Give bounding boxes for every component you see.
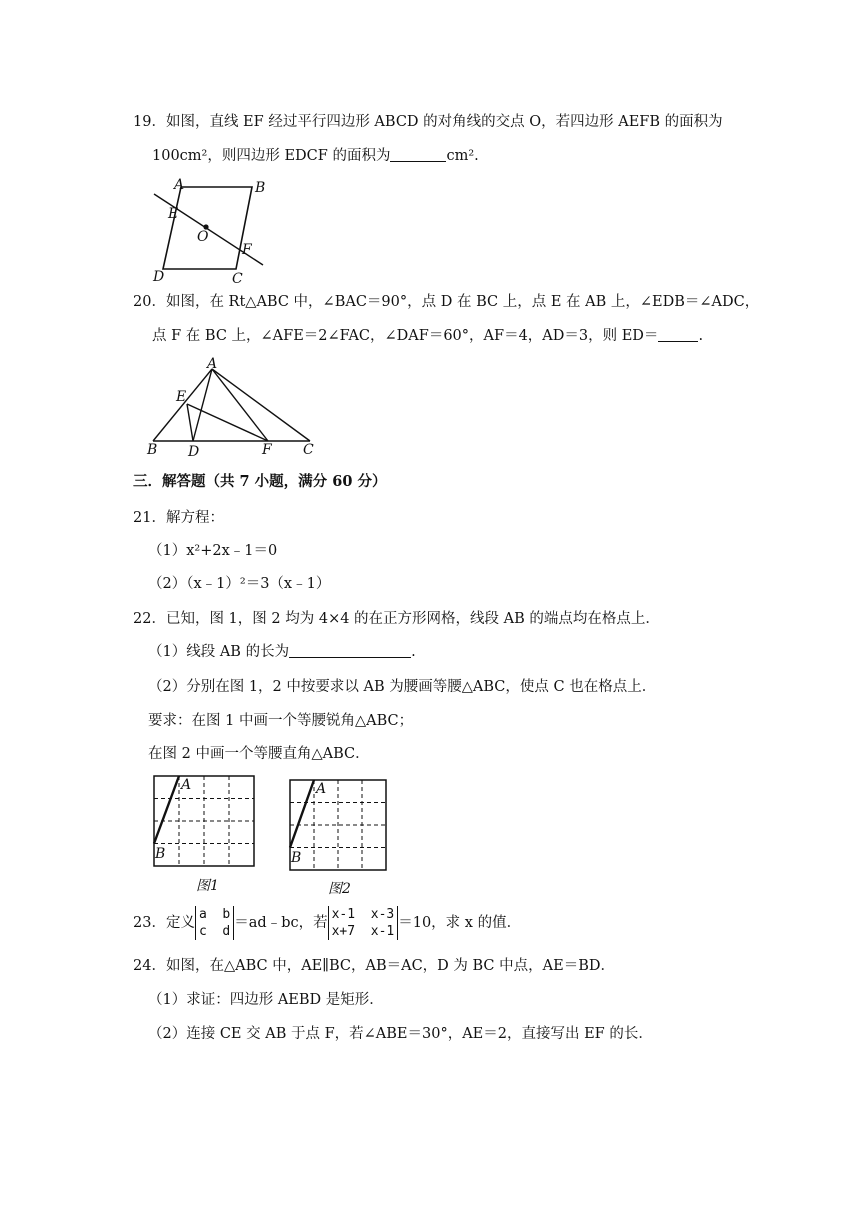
label-a: A bbox=[316, 781, 327, 797]
q20-text-line2 bbox=[152, 326, 703, 346]
label-c: C bbox=[232, 271, 243, 285]
segment-ed bbox=[187, 404, 193, 441]
q22-line1-text: 已知，图 1，图 2 均为 4×4 的在正方形网格，线段 AB 的端点均在格点上． bbox=[165, 611, 660, 627]
label-b: B bbox=[155, 846, 166, 862]
label-c: C bbox=[303, 442, 314, 458]
q22-part1 bbox=[148, 642, 416, 662]
q21-part1: （1）x²+2x﹣1＝0 bbox=[148, 543, 278, 559]
q20-answer-blank[interactable] bbox=[658, 327, 698, 342]
q22-part2: （2）分别在图 1，2 中按要求以 AB 为腰画等腰△ABC，使点 C 也在格点上． bbox=[148, 679, 657, 695]
grid-lines-1 bbox=[154, 776, 254, 866]
label-a: A bbox=[207, 356, 218, 372]
segment-ab-1 bbox=[154, 776, 179, 844]
q20-number: 20． bbox=[133, 294, 166, 310]
q20-text-line1 bbox=[133, 292, 759, 312]
label-e: E bbox=[168, 206, 179, 222]
q21-number: 21． bbox=[133, 510, 166, 526]
segment-ac bbox=[212, 369, 310, 441]
q24-line1 bbox=[133, 956, 615, 976]
determinant-abcd bbox=[195, 906, 234, 940]
q22-figure-1 bbox=[148, 772, 258, 901]
q24-line1-text: 如图，在△ABC 中，AE∥BC，AB＝AC，D 为 BC 中点，AE＝BD． bbox=[165, 958, 615, 974]
determinant-x bbox=[328, 906, 399, 940]
label-d: D bbox=[153, 269, 165, 285]
q20-line2-post: . bbox=[698, 328, 704, 344]
segment-ab-2 bbox=[290, 780, 314, 848]
q24-part2: （2）连接 CE 交 AB 于点 F，若∠ABE＝30°，AE＝2，直接写出 EF 的长． bbox=[148, 1026, 653, 1042]
q20-line2-pre: 点 F 在 BC 上，∠AFE＝2∠FAC，∠DAF＝60°，AF＝4，AD＝3，则 ED＝ bbox=[152, 328, 659, 344]
det2-row1: x-1 x-3 bbox=[331, 907, 395, 922]
label-b: B bbox=[291, 850, 302, 866]
label-b: B bbox=[147, 442, 158, 458]
q21-title-text: 解方程： bbox=[165, 510, 224, 526]
q19-number: 19． bbox=[133, 114, 166, 130]
q19-text-line1 bbox=[133, 112, 723, 132]
label-e: E bbox=[176, 389, 187, 405]
q23-define: 定义 bbox=[165, 915, 195, 931]
segment-af bbox=[212, 369, 268, 441]
label-a: A bbox=[174, 177, 185, 193]
q23-line bbox=[133, 903, 521, 945]
q24-part1: （1）求证：四边形 AEBD 是矩形． bbox=[148, 992, 384, 1008]
segment-ef bbox=[187, 404, 268, 441]
q22-part1-post: . bbox=[411, 644, 416, 660]
q20-line1: 如图，在 Rt△ABC 中，∠BAC＝90°，点 D 在 BC 上，点 E 在 AB 上，∠EDB＝∠ADC， bbox=[165, 294, 760, 310]
q23-mid: ＝ad﹣bc，若 bbox=[234, 915, 328, 931]
label-a: A bbox=[181, 777, 192, 793]
label-f: F bbox=[242, 242, 252, 258]
grid-lines-2 bbox=[290, 780, 386, 870]
section-heading: 三．解答题（共 7 小题，满分 60 分） bbox=[133, 473, 387, 490]
label-b: B bbox=[255, 180, 266, 196]
q22-number: 22． bbox=[133, 611, 166, 627]
q22-figure-2 bbox=[284, 776, 394, 905]
q19-line2-pre: 100cm²，则四边形 EDCF 的面积为 bbox=[152, 148, 391, 164]
q19-line1: 如图，直线 EF 经过平行四边形 ABCD 的对角线的交点 O，若四边形 AEFB 的面积为 bbox=[165, 114, 723, 130]
q19-answer-blank[interactable] bbox=[390, 147, 446, 162]
det2-row2: x+7 x-1 bbox=[331, 924, 395, 939]
q22-answer-blank[interactable] bbox=[289, 643, 411, 658]
q21-title bbox=[133, 508, 224, 528]
label-d: D bbox=[188, 444, 200, 460]
q22-part1-pre: （1）线段 AB 的长为 bbox=[148, 644, 290, 660]
q21-part2: （2）（x﹣1）²＝3（x﹣1） bbox=[148, 576, 331, 592]
q19-line2-post: cm². bbox=[446, 148, 479, 164]
q19-figure bbox=[148, 170, 278, 289]
det1-row1: a b bbox=[198, 907, 231, 922]
q24-number: 24． bbox=[133, 958, 166, 974]
q19-text-line2 bbox=[152, 146, 479, 166]
figure-2-caption: 图2 bbox=[328, 881, 351, 897]
q23-post: ＝10，求 x 的值． bbox=[398, 915, 522, 931]
label-f: F bbox=[262, 442, 272, 458]
det1-row2: c d bbox=[198, 924, 231, 939]
q22-req2: 在图 2 中画一个等腰直角△ABC． bbox=[148, 746, 370, 762]
q20-figure bbox=[145, 355, 320, 464]
q22-line1 bbox=[133, 609, 660, 629]
label-o: O bbox=[197, 229, 209, 245]
q23-number: 23． bbox=[133, 915, 166, 931]
figure-1-caption: 图1 bbox=[196, 878, 219, 894]
q22-req1: 要求：在图 1 中画一个等腰锐角△ABC； bbox=[148, 713, 414, 729]
